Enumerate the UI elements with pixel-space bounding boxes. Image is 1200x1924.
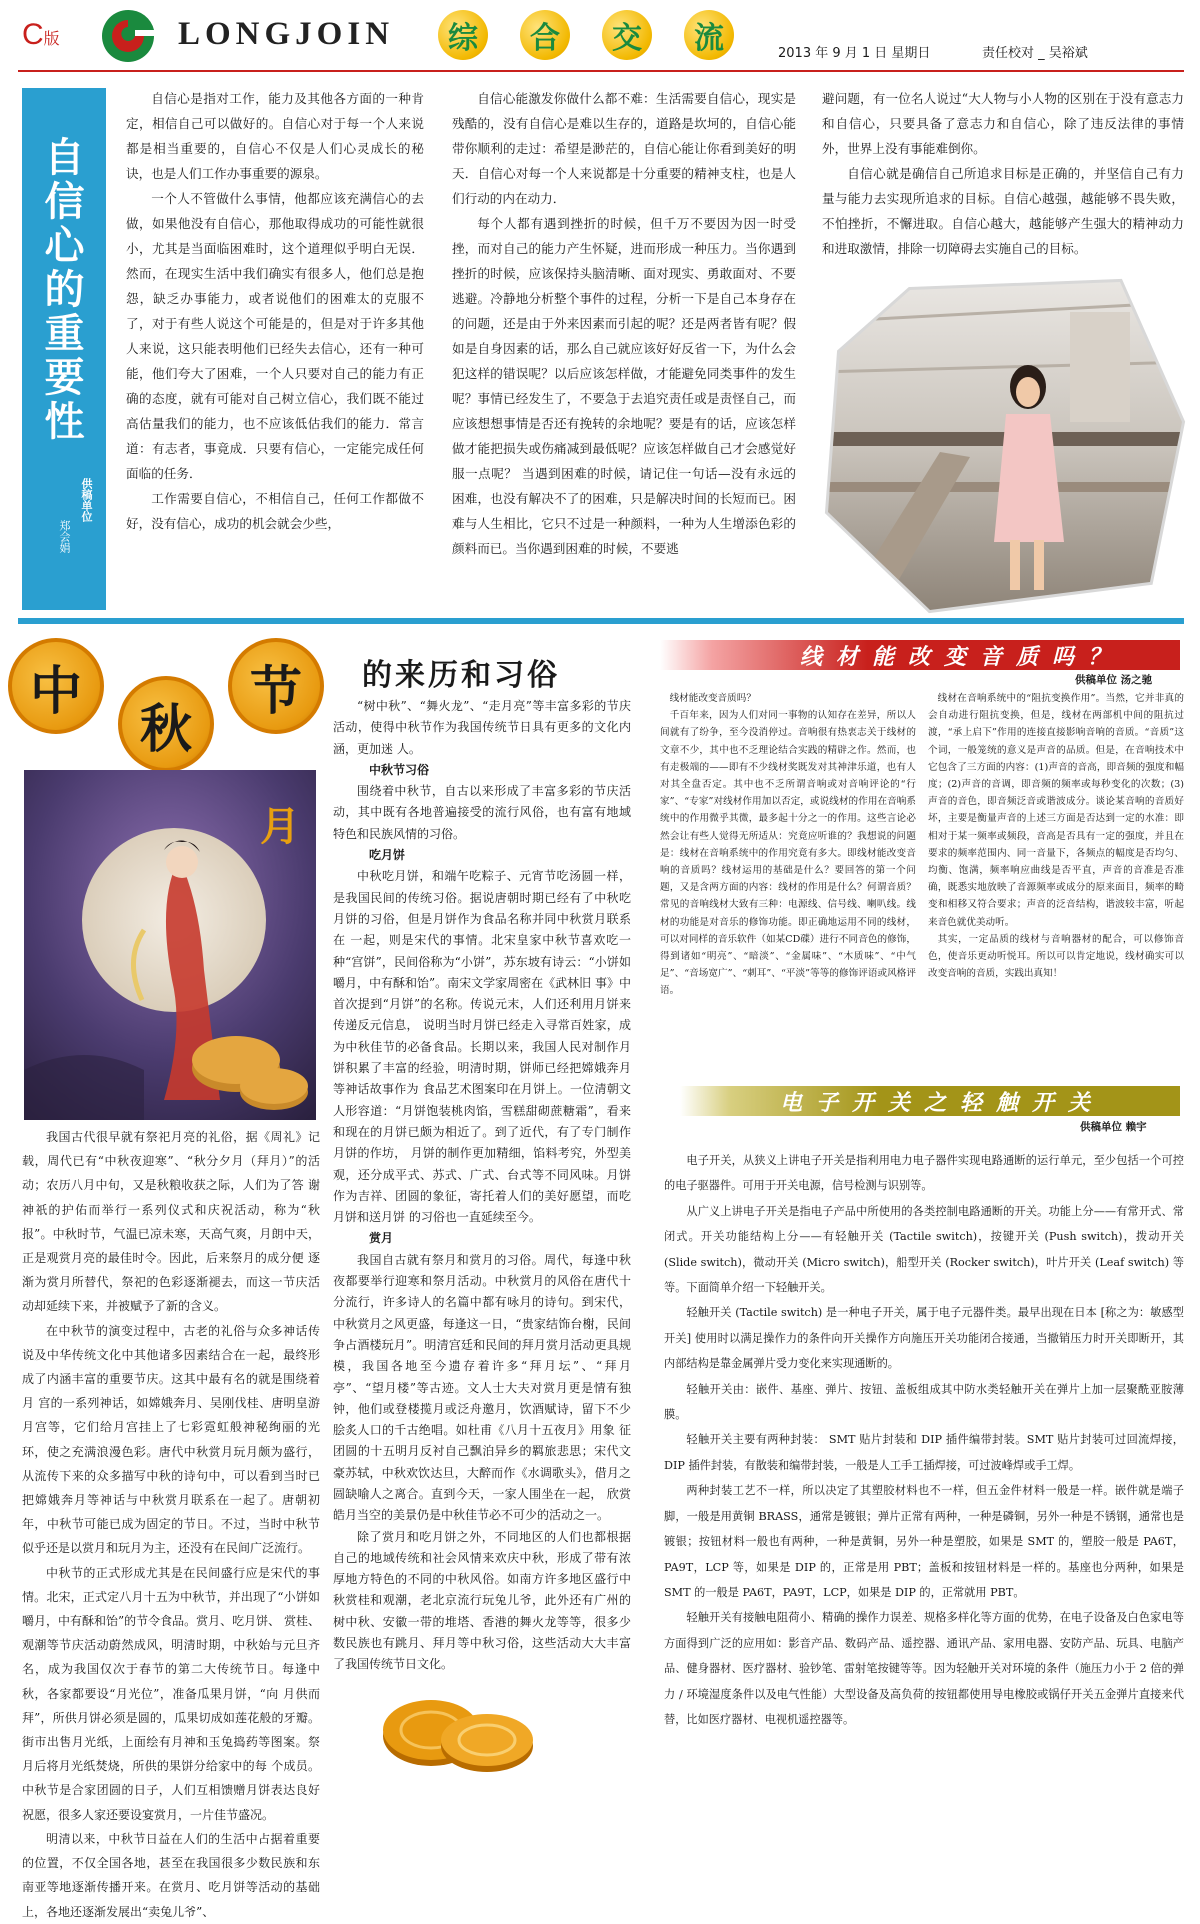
paragraph: 轻触开关由：嵌件、基座、弹片、按钮、盖板组成其中防水类轻触开关在弹片上加一层聚酰亚胺薄膜。 <box>664 1382 1184 1422</box>
paragraph: 我国自古就有祭月和赏月的习俗。周代，每逢中秋夜都要举行迎寒和祭月活动。中秋赏月的风俗在唐代十分流行，许多诗人的名篇中都有咏月的诗句。到宋代，中秋赏月之风更盛，每逢这一日，“贵家结饰台榭，民间争占酒楼玩月”。明清宫廷和民间的拜月赏月活动更具规模，我国各地至今遗存着许多“拜月坛”、“拜月 亭”、“望月楼”等古迹。文人士大夫对赏月更是情有独钟，他们或登楼揽月或泛舟邀月，饮酒赋诗，留下不少脍炙人口的千古绝唱。如杜甫《八月十五夜月》用象 征团圆的十五明月反衬自己飘泊异乡的羁旅悲思；宋代文豪苏轼，中秋欢饮达旦，大醉而作《水调歌头》，借月之圆缺喻人之离合。直到今天，一家人围坐在一起， 欣赏皓月当空的美景仍是中秋佳节必不可少的活动之一。 <box>333 1252 631 1523</box>
paragraph: 轻触开关 (Tactile switch) 是一种电子开关，属于电子元器件类。最早出现在日本 [称之为：敏感型开关] 使用时以满足操作力的条件向开关操作方向施压开关功能闭合接通，当撤销压力时开关即断开，其内部结构是靠金属弹片受力变化来实现通断的。 <box>664 1306 1184 1371</box>
article1-column-1 <box>126 86 424 536</box>
paragraph: 其实，一定品质的线材与音响器材的配合，可以修饰音色，使音乐更动听悦耳。所以可以肯定地说，线材确实可以改变音响的音质，实践出真知！ <box>928 933 1184 980</box>
paragraph: 明清以来，中秋节日益在人们的生活中占据着重要的位置，不仅全国各地，甚至在我国很多少数民族和东南亚等地逐渐传播开来。在赏月、吃月饼等活动的基础 上，各地还逐渐发展出“卖兔儿爷”、 <box>22 1831 320 1919</box>
paragraph: 自信心就是确信自己所追求目标是正确的，并坚信自己有力量与能力去实现所追求的目标。自信心越强，越能够不畏失败，不怕挫折，不懈进取。自信心越大，越能够产生强大的精神动力和进取激情，排除一切障碍去实施自己的目标。 <box>822 166 1184 256</box>
switch-article-credit: 供稿单位 赖宇 <box>1080 1121 1147 1133</box>
paragraph: 中秋吃月饼，和端午吃粽子、元宵节吃汤圆一样，是我国民间的传统习俗。据说唐朝时期已经有了中秋吃月饼的习俗，但是月饼作为食品名称并同中秋赏月联系在 一起，则是宋代的事情。北宋皇家中秋节喜欢吃一种“宫饼”，民间俗称为“小饼”，苏东坡有诗云：“小饼如嚼月，中有酥和饴”。南宋文学家周密在《武林旧 事》中首次提到“月饼”的名称。传说元末，人们还利用月饼来传递反元信息， 说明当时月饼已经走入寻常百姓家，成为中秋佳节的必备食品。长期以来，我国人民对制作月饼积累了丰富的经验，明清时期，饼师已经把嫦娥奔月等神话故事作为 食品艺术图案印在月饼上。一位清朝文人形容道：“月饼饱装桃肉馅，雪糕甜砌蔗糖霜”，看来和现在的月饼已颇为相近了。到了近代，有了专门制作月饼的作坊， 月饼的制作更加精细，馅料考究，外型美观，还分成平式、苏式、广式、台式等不同风味。月饼作为吉祥、团圆的象征，寄托着人们的美好愿望，而吃月饼和送月饼 的习俗也一直延续至今。 <box>333 869 631 1225</box>
subheading: 赏月 <box>369 1231 394 1246</box>
paragraph: 两种封装工艺不一样，所以决定了其塑胶材料也不一样，但五金件材料一般是一样。嵌件就是端子脚，一般是用黄铜 BRASS，通常是镀银；弹片正常有两种，一种是磷铜，另外一种是不锈钢，通常也是镀银；按钮材料一般也有两种，一种是黄铜，另外一种是塑胶，如果是 SMT 的，塑胶一般是 PA6T，PA9T，LCP 等，如果是 DIP 的，正常是用 PBT；盖板和按钮材料是一样的。基座也分两种，如果是 SMT 的一般是 PA6T，PA9T，LCP，如果是 DIP 的，正常就用 PBT。 <box>664 1484 1184 1599</box>
paragraph: 轻触开关有接触电阻荷小、精确的操作力误差、规格多样化等方面的优势，在电子设备及白色家电等方面得到广泛的应用如：影音产品、数码产品、遥控器、通讯产品、家用电器、安防产品、玩具、电脑产品、健身器材、医疗器材、验钞笔、雷射笔按键等等。因为轻触开关对环境的条件（施压力小于 2 倍的弹力 / 环境湿度条件以及电气性能）大型设备及高负荷的按钮都使用导电橡胶或锅仔开关五金弹片直接来代替，比如医疗器材、电视机遥控器等。 <box>664 1611 1184 1726</box>
wire-column-1 <box>660 690 916 1000</box>
paragraph: 围绕着中秋节，自古以来形成了丰富多彩的节庆活动，其中既有各地普遍接受的流行风俗，也有富有地域特色和民族风情的习俗。 <box>333 784 631 841</box>
paragraph: 千百年来，因为人们对同一事物的认知存在差异，所以人间就有了纷争，至今没消停过。音响很有热衷志关于线材的文章不少，其中也不乏理论结合实践的精辟之作。然而，也有走极端的——即有不少线材奖既发对其神津乐道，也有人对其全盘否定。其中也不乏所谓音响或对音响评论的“行家”、“专家”对线材作用加以否定，或说线材的作用在音响系统中的作用微乎其微，最多起十分之一的作用。这些言论必然会让有些人觉得无所适从：究竟应听谁的？我想说的问题是：线材在音响系统中的作用究竟有多大。即线材能改变音响的音质吗？线材运用的基础是什么？要回答的第一个问题，又是含两方面的内容：线材的作用是什么？何谓音质？常见的音响线材大致有三种：电源线、信号线、喇叭线。线材的功能是对音乐的修饰功能。即正确地运用不同的线材，可以对同样的音乐软件（如某CD碟）进行不同音色的修饰，得到诸如“明亮”、“暗淡”、“金属味”、“木质味”、“中气足”、“音场宽广”、“刺耳”、“平淡”等等的修饰评语或风格评语。 <box>660 710 916 997</box>
longjoin-logo-icon <box>95 6 161 64</box>
article1-column-2 <box>452 86 796 561</box>
paragraph: 避问题，有一位名人说过“大人物与小人物的区别在于没有意志力和自信心，只要具备了意志力和自信心，除了违反法律的事情外，世界上没有事能难倒你。 <box>822 91 1184 156</box>
article2-column-1 <box>22 1125 320 1924</box>
article1-title: 自信心的重要性 <box>38 136 85 444</box>
paragraph: 在中秋节的演变过程中，古老的礼俗与众多神话传说及中华传统文化中其他诸多因素结合在一起，最终形成了内涵丰富的重要节庆。这其中最有名的就是围绕着月 宫的一系列神话，如嫦娥奔月、吴刚伐桂、唐明皇游月宫等，它们给月宫挂上了七彩霓虹般神秘绚丽的光环，使之充满浪漫色彩。唐代中秋赏月玩月颇为盛行，从流传下来的众多描写中秋的诗句中，可以看到当时已把嫦娥奔月等神话与中秋赏月联系在一起了。唐朝初年，中秋节可能已成为固定的节日。不过，当时中秋节似乎还是以赏月和玩月为主，还没有在民间广泛流行。 <box>22 1323 320 1556</box>
paragraph: 轻触开关主要有两种封装： SMT 贴片封装和 DIP 插件编带封装。SMT 贴片封装可过回流焊接，DIP 插件封装，有散装和编带封装，一般是人工手工插焊接，可过波峰焊或手工焊。 <box>664 1433 1184 1472</box>
paragraph: 自信心是指对工作，能力及其他各方面的一种肯定，相信自己可以做好的。自信心对于每一个人来说都是相当重要的，自信心不仅是人们心灵成长的秘诀，也是人们工作办事重要的源泉。 <box>126 91 424 181</box>
paragraph: 自信心能激发你做什么都不难：生活需要自信心，现实是残酷的，没有自信心是难以生存的，道路是坎坷的，自信心能带你顺利的走过：希望是渺茫的，自信心能让你看到美好的明天．自信心对每一个人来说都是十分重要的精神支柱，也是人们行动的内在动力． <box>452 91 796 206</box>
wire-article-credit: 供稿单位 汤之驰 <box>1075 674 1153 686</box>
section-badges <box>438 10 734 60</box>
article1-byline-name: 郑会娟 <box>58 520 71 553</box>
subheading: 中秋节习俗 <box>369 762 430 777</box>
badge: 流 <box>684 10 734 60</box>
wire-article-title: 线材能改变音质吗？ <box>800 644 1125 670</box>
mooncake-photo <box>375 1680 540 1775</box>
article1-photo <box>820 282 1190 612</box>
badge: 合 <box>520 10 570 60</box>
article2-column-2 <box>333 696 631 1676</box>
paragraph: 中秋节的正式形成尤其是在民间盛行应是宋代的事情。北宋，正式定八月十五为中秋节，并出现了“小饼如嚼月，中有酥和饴”的节令食品。赏月、吃月饼、 赏桂、观潮等节庆活动蔚然成风，明清时期，中秋始与元旦齐名，成为我国仅次于春节的第二大传统节日。每逢中秋，各家都要设“月光位”，准备瓜果月饼，“向 月供而拜”，所供月饼必须是圆的，瓜果切成如莲花般的牙瓣。街市出售月光纸，上面绘有月神和玉兔捣药等图案。祭月后将月光纸焚烧，所供的果饼分给家中的每 个成员。中秋节是合家团圆的日子，人们互相馈赠月饼表达良好祝愿，很多人家还要设宴赏月，一片佳节盛况。 <box>22 1565 320 1822</box>
section-divider <box>18 618 1184 624</box>
wire-column-2 <box>928 690 1184 982</box>
masthead <box>0 0 1200 72</box>
subheading: 吃月饼 <box>369 848 406 863</box>
switch-article-body <box>664 1148 1184 1732</box>
wire-article-banner <box>660 640 1180 670</box>
title-mooncake: 中 <box>8 638 104 734</box>
paragraph: 每个人都有遇到挫折的时候，但千万不要因为因一时受挫，而对自己的能力产生怀疑，进而形成一种压力。当你遇到挫折的时候，应该保持头脑清晰、面对现实、勇敢面对、不要逃避。冷静地分析整个事件的过程，分析一下是自己本身存在的问题，还是由于外来因素而引起的呢？还是两者皆有呢？假如是自身因素的话，那么自己就应该好好反省一下，为什么会犯这样的错误呢？以后应该怎样做，才能避免同类事件的发生呢？事情已经发生了，不要急于去追究责任或是责怪自己，而应该想想事情是否还有挽转的余地呢？要是有的话，应该怎样做才能把损失或伤痛减到最低呢？应该怎样做自己才会感觉好服一点呢？ 当遇到困难的时候，请记住一句话—没有永远的困难，也没有解决不了的困难，只是解决时间的长短而已。困难与人生相比，它只不过是一种颜料，一种为人生增添色彩的颜料而已。当你遇到困难的时候，不要逃 <box>452 216 796 556</box>
article1-column-3 <box>822 86 1184 261</box>
paragraph: 从广义上讲电子开关是指电子产品中所使用的各类控制电路通断的开关。功能上分——有常开式、常闭式。开关功能结构上分——有轻触开关 (Tactile switch)，按键开关 (Push switch)，拨动开关 (Slide switch)，微动开关 (Micro switch)，船型开关 (Rocker switch)，叶片开关 (Leaf switch) 等等。下面简单介绍一下轻触开关。 <box>664 1204 1184 1295</box>
moon-glyph: 月 <box>260 803 300 850</box>
top-rule <box>18 70 1184 72</box>
paragraph: “树中秋”、“舞火龙”、“走月亮”等丰富多彩的节庆活动，使得中秋节作为我国传统节日具有更多的文化内涵，更加迷 人。 <box>333 699 631 756</box>
paragraph: 除了赏月和吃月饼之外，不同地区的人们也都根据 自己的地域传统和社会风情来欢庆中秋，形成了带有浓厚地方特色的不同的中秋风俗。如南方许多地区盛行中秋赏桂和观潮，老北京流行玩兔儿爷，此外还有广州的 树中秋、安徽一带的堆塔、香港的舞火龙等等，很多少数民族也有跳月、拜月等中秋习俗，这些活动大大丰富了我国传统节日文化。 <box>333 1529 631 1672</box>
paragraph: 工作需要自信心，不相信自己，任何工作都做不好，没有信心，成功的机会就会少些， <box>126 491 424 531</box>
title-mooncake: 秋 <box>118 676 214 772</box>
article2-title-mooncakes <box>0 630 340 790</box>
badge: 交 <box>602 10 652 60</box>
brand-name: LONGJOIN <box>178 16 395 52</box>
editor-credit: 责任校对 _ 吴裕斌 <box>982 46 1088 61</box>
edition-label: C版 <box>22 18 60 51</box>
switch-article-banner <box>680 1086 1180 1116</box>
mid-autumn-illustration <box>24 770 316 1120</box>
article2-title: 的来历和习俗 <box>362 658 560 693</box>
paragraph: 线材能改变音质吗？ <box>669 693 756 704</box>
badge: 综 <box>438 10 488 60</box>
switch-article-title: 电子开关之轻触开关 <box>780 1090 1105 1116</box>
issue-date: 2013 年 9 月 1 日 星期日 <box>778 46 931 61</box>
paragraph: 一个人不管做什么事情，他都应该充满信心的去做，如果他没有自信心，那他取得成功的可能性就很小，尤其是当面临困难时，这个道理似乎明白无误．然而，在现实生活中我们确实有很多人，他们总是抱怨，缺乏办事能力，或者说他们的困难太的克服不了，对于有些人说这个可能是的，但是对于许多其他人来说，这只能表明他们已经失去信心，还有一种可能，他们夸大了困难，一个人只要对自己的能力有正确的态度，就有可能对自己树立信心，我们既不能过高估量我们的能力，也不应该低估我们的能力．常言道：有志者，事竟成．只要有信心，一定能完成任何面临的任务． <box>126 191 424 481</box>
title-mooncake: 节 <box>228 638 324 734</box>
paragraph: 电子开关，从狭义上讲电子开关是指利用电力电子器件实现电路通断的运行单元，至少包括一个可控的电子驱器件。可用于开关电源，信号检测与识别等。 <box>664 1154 1184 1193</box>
paragraph: 我国古代很早就有祭祀月亮的礼俗，据《周礼》记载，周代已有“中秋夜迎寒”、“秋分夕月（拜月）”的活动；农历八月中旬，又是秋粮收获之际，人们为了答 谢神祇的护佑而举行一系列仪式和庆祝活动，称为“秋报”。中秋时节，气温已凉未寒，天高气爽，月朗中天，正是观赏月亮的最佳时令。因此，后来祭月的成分便 逐渐为赏月所替代，祭祀的色彩逐渐褪去，而这一节庆活动却延续下来，并被赋予了新的含义。 <box>22 1130 320 1314</box>
article1-byline-school: 供稿单位 <box>80 478 93 522</box>
paragraph: 线材在音响系统中的“阻抗变换作用”。当然，它并非真的会自动进行阻抗变换，但是，线材在两部机中间的阻抗过渡，“承上启下”作用的连接直接影响音响的音质。“音质”这个词，一般笼统的意义是声音的品质。但是，在音响技术中它包含了三方面的内容：(1)声音的音高，即音频的强度和幅度；(2)声音的音调，即音频的频率或每秒变化的次数；(3)声音的音色，即音频泛音或谐波成分。谈论某音响的音质好坏，主要是衡量声音的上述三方面是否达到一定的水准：即相对于某一频率或频段，音高是否具有一定的强度，并且在要求的频率范围内、同一音量下，各频点的幅度是否均匀、均衡、饱满，频率响应曲线是否平直，声音的音准是否准确，既悉实地放映了音源频率或成分的原来面目，频率的畸变和相移又符合要求；声音的泛音结构，谐波较丰富，听起来音色就优美动听。 <box>928 693 1184 928</box>
